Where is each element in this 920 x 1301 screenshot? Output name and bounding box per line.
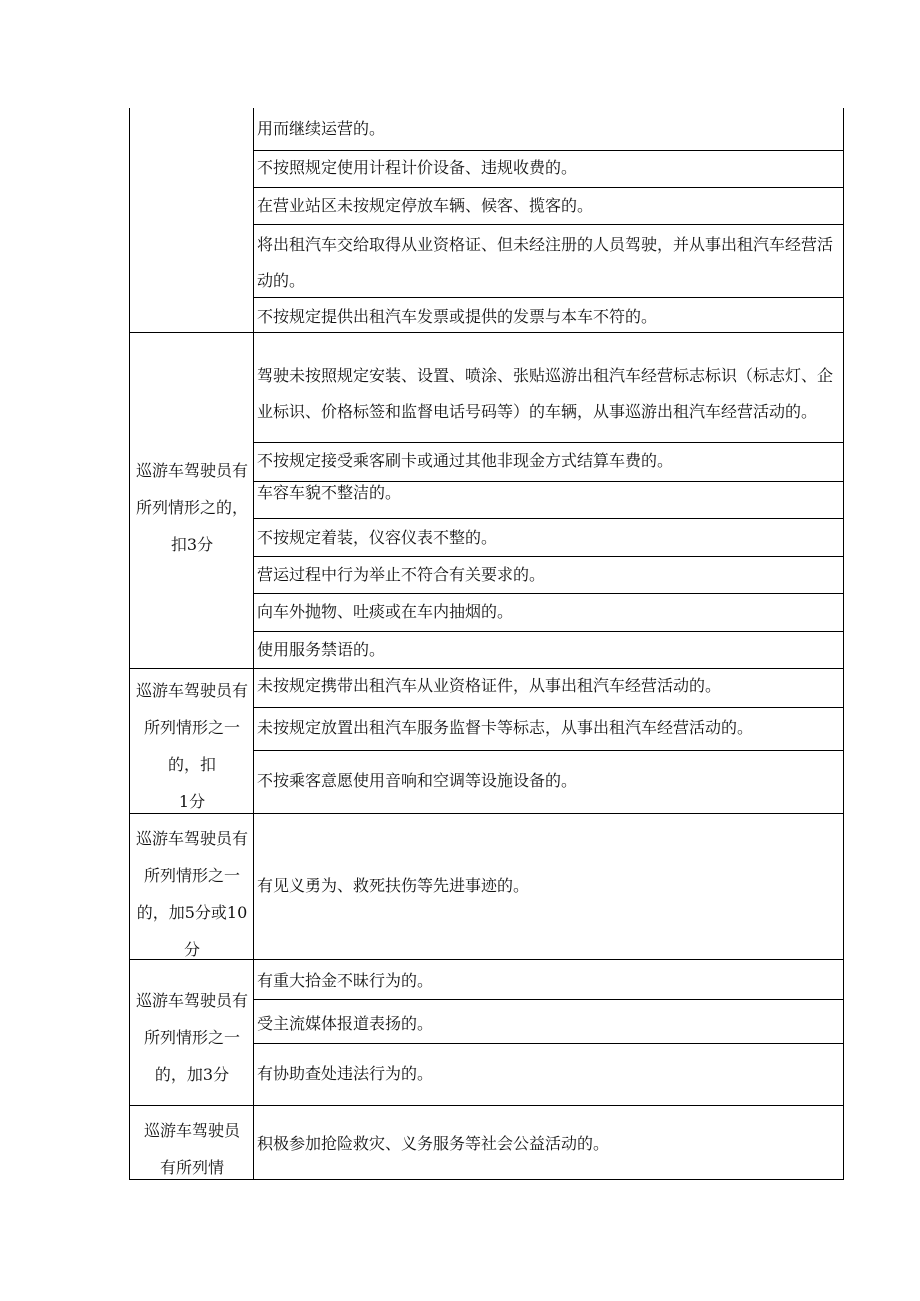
- table-row: 不按规定提供出租汽车发票或提供的发票与本车不符的。: [257, 307, 658, 326]
- category-line: 的，扣: [167, 755, 216, 774]
- category-deduct-1-point: [131, 672, 253, 820]
- category-line: 的，加3分: [154, 1065, 230, 1084]
- category-line: 所列情形之一: [143, 1028, 240, 1047]
- table-column-divider: [253, 108, 254, 1180]
- table-row: 将出租汽车交给取得从业资格证、但未经注册的人员驾驶，并从事出租汽车经营活动的。: [257, 235, 834, 290]
- table-row: 有协助查处违法行为的。: [257, 1064, 434, 1083]
- category-deduct-3-points: [131, 452, 253, 563]
- category-line: 所列情形之一: [143, 866, 240, 885]
- row-divider: [253, 999, 844, 1000]
- table-row: 有见义勇为、救死扶伤等先进事迹的。: [257, 876, 530, 895]
- table-row: 积极参加抢险救灾、义务服务等社会公益活动的。: [257, 1134, 610, 1153]
- category-line: 的，加5分或10: [136, 903, 248, 922]
- row-divider: [253, 750, 844, 751]
- table-row: 使用服务禁语的。: [257, 640, 386, 659]
- table-row: 不按乘客意愿使用音响和空调等设施设备的。: [257, 771, 578, 790]
- table-row: 不按规定着装，仪容仪表不整的。: [257, 528, 498, 547]
- category-line: 所列情形之一: [143, 718, 240, 737]
- table-row: 向车外抛物、吐痰或在车内抽烟的。: [257, 602, 514, 621]
- table-row: 驾驶未按照规定安装、设置、喷涂、张贴巡游出租汽车经营标志标识（标志灯、企业标识、价格标签和监督电话号码等）的车辆，从事巡游出租汽车经营活动的。: [257, 366, 834, 421]
- category-public-service: [131, 1112, 253, 1186]
- table-row: 车容车貌不整洁的。: [257, 483, 402, 502]
- row-divider: [253, 1043, 844, 1044]
- table-row: 有重大拾金不昧行为的。: [257, 971, 434, 990]
- category-line: 扣3分: [170, 535, 214, 554]
- table-border-left: [129, 108, 130, 1180]
- table-row: 受主流媒体报道表扬的。: [257, 1014, 434, 1033]
- table-row: 未按规定放置出租汽车服务监督卡等标志，从事出租汽车经营活动的。: [257, 718, 754, 737]
- table-border-right: [843, 108, 844, 1180]
- category-line: 巡游车驾驶员有: [135, 829, 248, 848]
- table-row: 用而继续运营的。: [257, 119, 386, 138]
- table-row: 不按照规定使用计程计价设备、违规收费的。: [257, 158, 578, 177]
- category-line: 有所列情: [159, 1158, 224, 1177]
- category-line: 所列情形之的，: [135, 498, 248, 517]
- category-line: 巡游车驾驶员: [143, 1121, 240, 1140]
- category-add-3-points: [131, 982, 253, 1093]
- row-divider: [253, 707, 844, 708]
- table-row: 营运过程中行为举止不符合有关要求的。: [257, 565, 546, 584]
- category-line: 巡游车驾驶员有: [135, 991, 248, 1010]
- section-divider: [129, 1105, 844, 1106]
- row-divider: [253, 518, 844, 519]
- category-line: 1分: [178, 792, 206, 811]
- category-line: 巡游车驾驶员有: [135, 461, 248, 480]
- category-add-5-or-10-points: [131, 820, 253, 968]
- row-divider: [253, 224, 844, 225]
- table-row: 在营业站区未按规定停放车辆、候客、揽客的。: [257, 196, 594, 215]
- table-row: 不按规定接受乘客刷卡或通过其他非现金方式结算车费的。: [257, 451, 674, 470]
- category-line: 分: [183, 940, 200, 959]
- category-line: 巡游车驾驶员有: [135, 681, 248, 700]
- table-row: 未按规定携带出租汽车从业资格证件，从事出租汽车经营活动的。: [257, 676, 722, 695]
